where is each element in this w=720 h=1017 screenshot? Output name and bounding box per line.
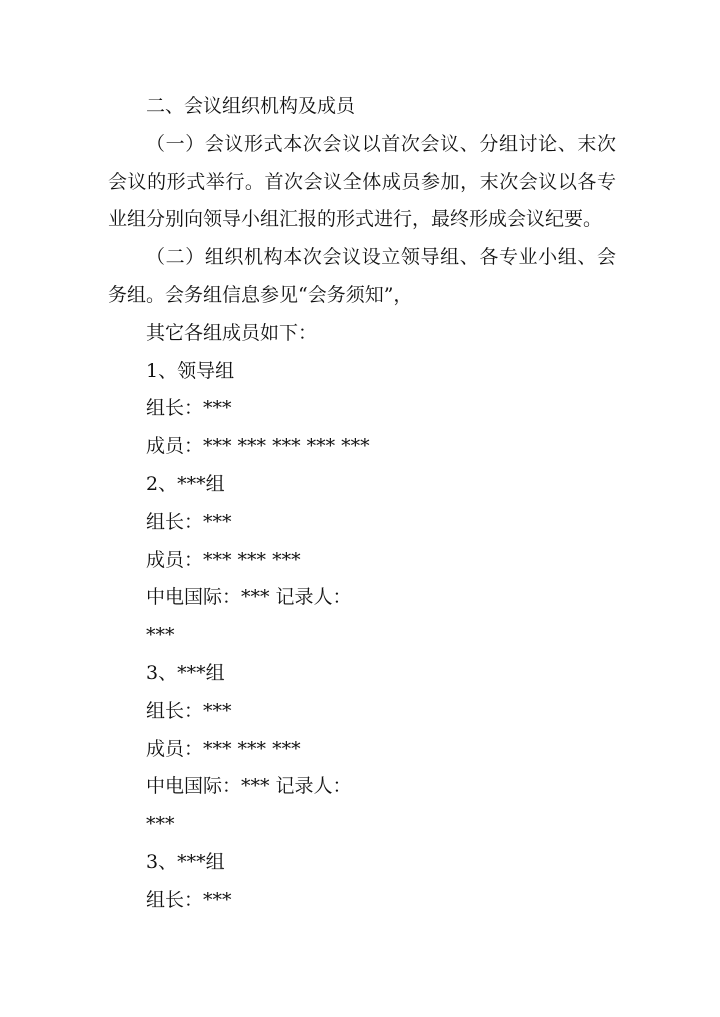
group-3-cec-recorder: 中电国际：*** 记录人： <box>146 775 352 798</box>
group-3-members: 成员：*** *** *** <box>146 737 301 760</box>
group-2-members: 成员：*** *** *** <box>146 548 301 571</box>
group-1-leader: 组长：*** <box>146 397 232 420</box>
group-3-leader: 组长：*** <box>146 699 232 722</box>
group-4-title: 3、***组 <box>146 850 225 873</box>
group-4-leader: 组长：*** <box>146 888 232 911</box>
group-3-recorder-name: *** <box>146 813 175 836</box>
group-1-members: 成员：*** *** *** *** *** <box>146 435 370 458</box>
document-body <box>108 88 616 920</box>
group-1-title: 1、领导组 <box>146 359 235 382</box>
other-groups-line: 其它各组成员如下： <box>146 321 318 344</box>
group-3-title: 3、***组 <box>146 661 225 684</box>
group-2-cec-recorder: 中电国际：*** 记录人： <box>146 586 352 609</box>
paragraph-meeting-form: （一）会议形式本次会议以首次会议、分组讨论、末次会议的形式举行。首次会议全体成员参加，末次会议以各专业组分别向领导小组汇报的形式进行，最终形成会议纪要。 <box>108 132 616 231</box>
group-2-leader: 组长：*** <box>146 510 232 533</box>
section-heading: 二、会议组织机构及成员 <box>146 95 356 117</box>
group-2-recorder-name: *** <box>146 624 175 647</box>
group-2-title: 2、***组 <box>146 472 225 495</box>
paragraph-org-structure: （二）组织机构本次会议设立领导组、各专业小组、会务组。会务组信息参见“会务须知”， <box>108 246 616 306</box>
